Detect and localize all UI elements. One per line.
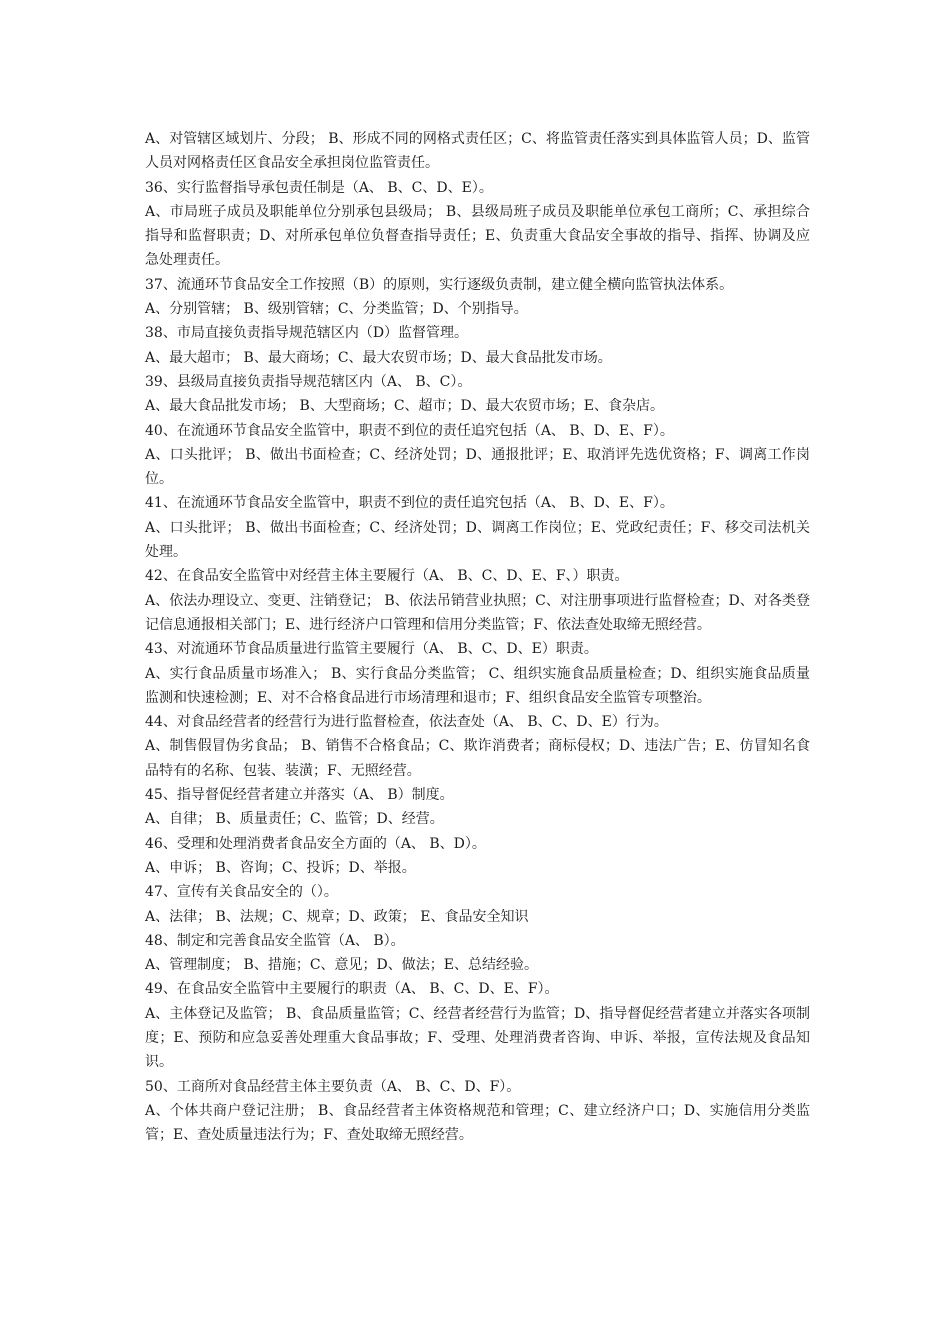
answer-paragraph: A、分别管辖； B、级别管辖；C、分类监管；D、个别指导。: [145, 301, 528, 318]
question-paragraph: 42、在食品安全监管中对经营主体主要履行（A、 B、C、D、E、F、）职责。: [145, 568, 629, 585]
question-paragraph: 46、受理和处理消费者食品安全方面的（A、 B、D）。: [145, 835, 486, 852]
answer-paragraph: A、管理制度； B、措施；C、意见；D、做法；E、总结经验。: [145, 957, 539, 974]
question-paragraph: 41、在流通环节食品安全监管中，职责不到位的责任追究包括（A、 B、D、E、F）。: [145, 495, 674, 512]
question-paragraph: 43、对流通环节食品质量进行监管主要履行（A、 B、C、D、E）职责。: [145, 641, 598, 658]
answer-paragraph: A、最大食品批发市场； B、大型商场；C、超市；D、最大农贸市场；E、食杂店。: [145, 398, 665, 415]
question-paragraph: 45、指导督促经营者建立并落实（A、 B）制度。: [145, 787, 454, 804]
answer-paragraph: A、个体共商户登记注册； B、食品经营者主体资格规范和管理；C、建立经济户口；D、实施信用分类监管；E、查处质量违法行为；F、查处取缔无照经营。: [145, 1102, 810, 1144]
question-paragraph: 49、在食品安全监管中主要履行的职责（A、 B、C、D、E、F）。: [145, 981, 559, 998]
answer-paragraph: A、依法办理设立、变更、注销登记； B、依法吊销营业执照；C、对注册事项进行监督检查；D、对各类登记信息通报相关部门；E、进行经济户口管理和信用分类监管；F、依法查处取缔无照经营。: [145, 592, 810, 633]
question-paragraph: 44、对食品经营者的经营行为进行监督检查，依法查处（A、 B、C、D、E）行为。: [145, 714, 668, 731]
question-paragraph: 36、实行监督指导承包责任制是（A、 B、C、D、E）。: [145, 179, 493, 196]
answer-paragraph: A、制售假冒伪劣食品； B、销售不合格食品；C、欺诈消费者；商标侵权；D、违法广告；E、仿冒知名食品特有的名称、包装、装潢；F、无照经营。: [145, 738, 810, 779]
answer-paragraph: A、主体登记及监管； B、食品质量监管；C、经营者经营行为监管；D、指导督促经营者建立并落实各项制度；E、预防和应急妥善处理重大食品事故；F、受理、处理消费者咨询、申诉、举报，宣传法规及食品知识。: [145, 1005, 810, 1071]
question-paragraph: 48、制定和完善食品安全监管（A、 B）。: [145, 932, 405, 949]
answer-paragraph: A、对管辖区域划片、分段； B、形成不同的网格式责任区；C、将监管责任落实到具体监管人员；D、监管人员对网格责任区食品安全承担岗位监管责任。: [145, 131, 810, 172]
answer-paragraph: A、最大超市； B、最大商场；C、最大农贸市场；D、最大食品批发市场。: [145, 349, 612, 366]
question-paragraph: 37、流通环节食品安全工作按照（B）的原则，实行逐级负责制，建立健全横向监管执法体系。: [145, 276, 734, 293]
question-paragraph: 38、市局直接负责指导规范辖区内（D）监督管理。: [145, 325, 469, 342]
answer-paragraph: A、申诉； B、咨询；C、投诉；D、举报。: [145, 859, 416, 876]
answer-paragraph: A、法律； B、法规；C、规章；D、政策； E、食品安全知识: [145, 908, 529, 925]
question-paragraph: 47、宣传有关食品安全的（）。: [145, 884, 338, 901]
answer-paragraph: A、口头批评； B、做出书面检查；C、经济处罚；D、调离工作岗位；E、党政纪责任；F、移交司法机关处理。: [145, 519, 810, 561]
answer-paragraph: A、市局班子成员及职能单位分别承包县级局； B、县级局班子成员及职能单位承包工商所；C、承担综合指导和监督职责；D、对所承包单位负督查指导责任；E、负责重大食品安全事故的指导、指挥、协调及应急处理责任。: [145, 203, 810, 269]
question-paragraph: 40、在流通环节食品安全监管中，职责不到位的责任追究包括（A、 B、D、E、F）。: [145, 422, 674, 439]
answer-paragraph: A、自律； B、质量责任；C、监管；D、经营。: [145, 811, 444, 828]
question-paragraph: 39、县级局直接负责指导规范辖区内（A、 B、C）。: [145, 373, 472, 390]
question-paragraph: 50、工商所对食品经营主体主要负责（A、 B、C、D、F）。: [145, 1078, 521, 1095]
answer-paragraph: A、实行食品质量市场准入； B、实行食品分类监管； C、组织实施食品质量检查；D、组织实施食品质量监测和快速检测；E、对不合格食品进行市场清理和退市；F、组织食品安全监管专项整治。: [145, 665, 810, 706]
document-body: [145, 127, 810, 1147]
answer-paragraph: A、口头批评； B、做出书面检查；C、经济处罚；D、通报批评；E、取消评先选优资格；F、调离工作岗位。: [145, 446, 810, 488]
